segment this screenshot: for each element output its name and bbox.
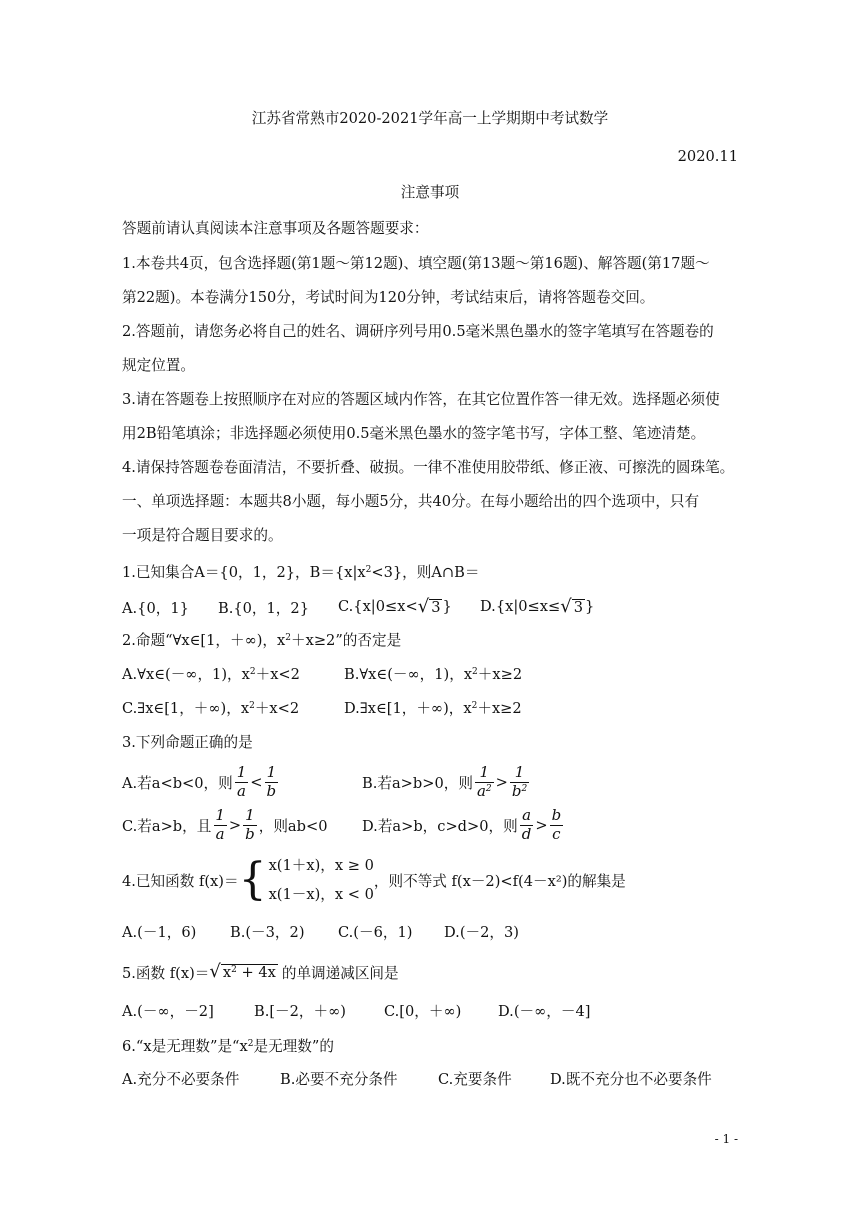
option-d: D.{x|0≤x≤ √ 3 } bbox=[480, 596, 595, 617]
option-d: D.若a>b，c>d>0，则 $\frac{a}{d}$ > $\frac{b}{c}$ bbox=[362, 805, 562, 843]
brace-symbol: { bbox=[238, 854, 267, 905]
notice-intro: 答题前请认真阅读本注意事项及各题答题要求： bbox=[122, 220, 429, 237]
notice-heading: 注意事项 bbox=[400, 184, 460, 201]
question-5-options bbox=[122, 1005, 590, 1020]
option-c: C.{x|0≤x< √ 3 } bbox=[338, 596, 452, 617]
option-b: B.必要不充分条件 bbox=[280, 1071, 398, 1088]
question-2-stem: 2.命题“∀x∈[1，＋∞)，$x^2+x\ge 2$”的否定是 bbox=[122, 632, 402, 649]
option-c: C.(－6，1) bbox=[338, 924, 413, 941]
question-3-options-row1 bbox=[122, 762, 531, 802]
option-d: D.(－∞，－4] bbox=[498, 1003, 591, 1020]
option-a: A.(－1，6) bbox=[122, 924, 197, 941]
question-1-options bbox=[122, 592, 594, 622]
notice-line: 1.本卷共4页，包含选择题(第1题～第12题)、填空题(第13题～第16题)、解答题(第17题～ bbox=[122, 255, 710, 272]
option-d: D.既不充分也不必要条件 bbox=[550, 1071, 712, 1088]
question-2-options-row1 bbox=[122, 668, 522, 683]
exam-date: 2020.11 bbox=[677, 148, 738, 165]
notice-line: 4.请保持答题卷卷面清洁，不要折叠、破损。一律不准使用胶带纸、修正液、可擦洗的圆珠笔。 bbox=[122, 459, 735, 476]
question-2-options-row2 bbox=[122, 702, 522, 717]
notice-line: 3.请在答题卷上按照顺序在对应的答题区域内作答，在其它位置作答一律无效。选择题必须使 bbox=[122, 391, 720, 408]
sqrt-symbol: √ $x^2 + 4x$ bbox=[209, 961, 276, 982]
option-c: C.充要条件 bbox=[438, 1071, 512, 1088]
option-a: A.充分不必要条件 bbox=[122, 1071, 240, 1088]
option-b: B.{0，1，2} bbox=[218, 599, 309, 617]
section-heading: 一、单项选择题：本题共8小题，每小题5分，共40分。在每小题给出的四个选项中，只有 bbox=[122, 493, 700, 510]
question-3-stem: 3.下列命题正确的是 bbox=[122, 734, 253, 751]
option-d: D.(－2，3) bbox=[444, 924, 519, 941]
question-5-stem: 5.函数 f(x)＝ √ $x^2 + 4x$ 的单调递减区间是 bbox=[122, 961, 399, 982]
option-d: D.∃x∈[1，＋∞)，$x^2+x\ge 2$ bbox=[344, 700, 522, 717]
page-number: - 1 - bbox=[714, 1132, 738, 1146]
option-a: A.{0，1} bbox=[122, 599, 189, 617]
option-a: A.(－∞，－2] bbox=[122, 1003, 214, 1020]
question-6-stem: 6.“x是无理数”是“$x^2$是无理数”的 bbox=[122, 1038, 334, 1055]
piecewise-function: x(1＋x)，x ≥ 0 x(1－x)，x < 0 bbox=[268, 857, 374, 903]
option-b: B.[－2，＋∞) bbox=[254, 1003, 346, 1020]
option-c: C.∃x∈[1，＋∞)，$x^2+x<2$ bbox=[122, 700, 300, 717]
sqrt-symbol: √ 3 bbox=[417, 596, 441, 617]
question-4-options bbox=[122, 926, 519, 941]
option-a: A.∀x∈(－∞，1)，$x^2+x<2$ bbox=[122, 666, 300, 683]
sqrt-symbol: √ 3 bbox=[560, 596, 584, 617]
exam-title: 江苏省常熟市2020-2021学年高一上学期期中考试数学 bbox=[251, 110, 609, 127]
option-c: C.若a>b，且 $\frac{1}{a}$ > $\frac{1}{b}$ ，则ab<0 bbox=[122, 805, 328, 843]
option-c: C.[0，＋∞) bbox=[384, 1003, 462, 1020]
question-4-stem: 4.已知函数 f(x)＝ { x(1＋x)，x ≥ 0 x(1－x)，x < 0 ，则不等式 f(x－2)<f(4－x²)的解集是 bbox=[122, 854, 626, 905]
option-b: B.若a>b>0，则 $\frac{1}{a^2}$ > $\frac{1}{b^2}$ bbox=[362, 762, 528, 800]
option-b: B.∀x∈(－∞，1)，$x^2+x\ge 2$ bbox=[344, 666, 523, 683]
question-6-options bbox=[122, 1073, 712, 1088]
question-1-stem: 1.已知集合A＝{0，1，2}，$B=\{x|x^2<3\}$，则A∩B＝ bbox=[122, 564, 480, 581]
question-3-options-row2 bbox=[122, 804, 565, 846]
section-heading-cont: 一项是符合题目要求的。 bbox=[122, 527, 283, 544]
notice-line: 用2B铅笔填涂；非选择题必须使用0.5毫米黑色墨水的签字笔书写，字体工整、笔迹清楚。 bbox=[122, 425, 706, 442]
notice-line: 2.答题前，请您务必将自己的姓名、调研序列号用0.5毫米黑色墨水的签字笔填写在答题卷的 bbox=[122, 323, 714, 340]
option-b: B.(－3，2) bbox=[230, 924, 305, 941]
notice-line: 规定位置。 bbox=[122, 357, 195, 374]
notice-line: 第22题)。本卷满分150分，考试时间为120分钟，考试结束后，请将答题卷交回。 bbox=[122, 289, 655, 306]
option-a: A.若a<b<0，则 $\frac{1}{a}$ < $\frac{1}{b}$ bbox=[122, 762, 277, 800]
